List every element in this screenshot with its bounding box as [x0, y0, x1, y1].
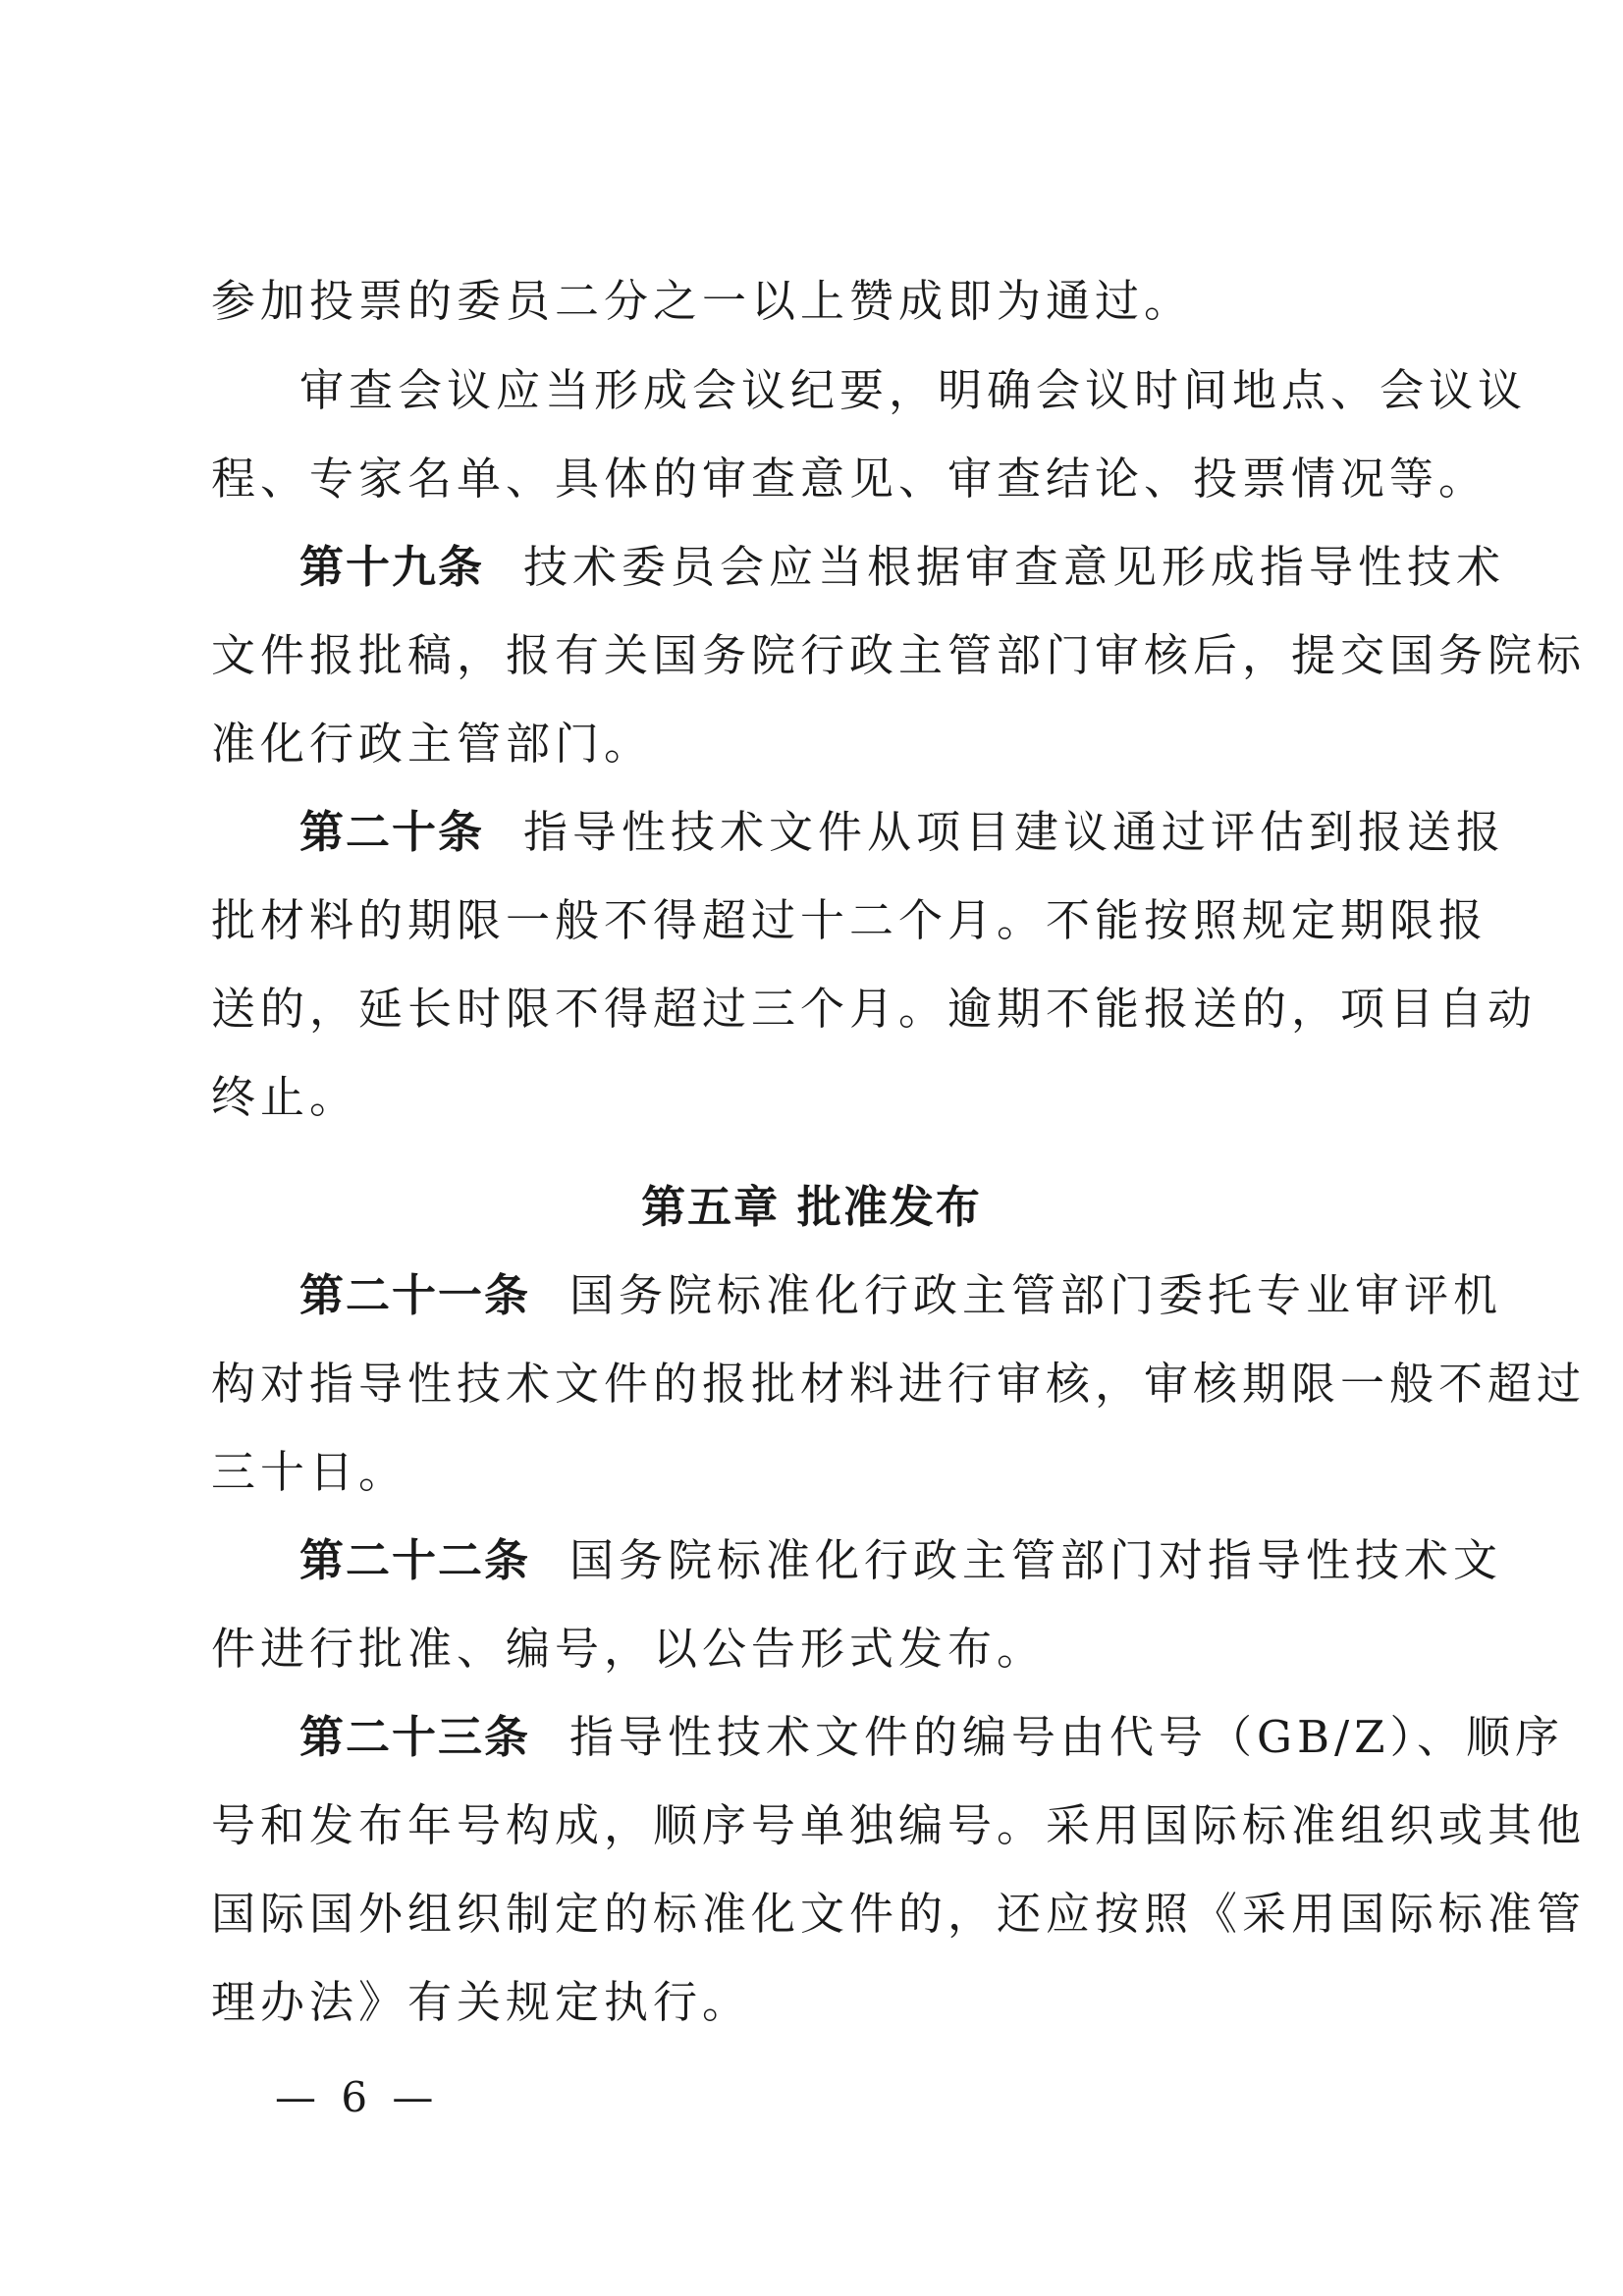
text-line: 文件报批稿，报有关国务院行政主管部门审核后，提交国务院标 [211, 629, 1587, 681]
text-line: 第二十条 指导性技术文件从项目建议通过评估到报送报 [299, 803, 1438, 862]
page-number: — 6 — [275, 2073, 440, 2121]
text-line: 准化行政主管部门。 [211, 718, 654, 770]
article-number: 第二十条 [299, 806, 485, 858]
text-line: 构对指导性技术文件的报批材料进行审核，审核期限一般不超过 [211, 1358, 1587, 1410]
text-line: 终止。 [211, 1071, 359, 1123]
text-line: 国际国外组织制定的标准化文件的，还应按照《采用国际标准管 [211, 1888, 1587, 1940]
text-line: 批材料的期限一般不得超过十二个月。不能按照规定期限报 [211, 894, 1488, 946]
text-line: 理办法》有关规定执行。 [211, 1976, 752, 2028]
text-line: 第二十二条 国务院标准化行政主管部门对指导性技术文 [299, 1531, 1438, 1590]
article-number: 第二十一条 [299, 1269, 531, 1321]
text-line: 件进行批准、编号，以公告形式发布。 [211, 1623, 1047, 1675]
text-line: 第二十三条 指导性技术文件的编号由代号（GB/Z）、顺序 [299, 1708, 1438, 1767]
text-line: 送的，延长时限不得超过三个月。逾期不能报送的，项目自动 [211, 983, 1538, 1035]
text-line: 第十九条 技术委员会应当根据审查意见形成指导性技术 [299, 538, 1438, 597]
article-number: 第二十二条 [299, 1534, 531, 1586]
paragraph-vote-pass: 参加投票的委员二分之一以上赞成即为通过。 [211, 275, 1194, 327]
text-line: 程、专家名单、具体的审查意见、审查结论、投票情况等。 [211, 453, 1488, 505]
text-line: 三十日。 [211, 1446, 408, 1498]
text-line: 第二十一条 国务院标准化行政主管部门委托专业审评机 [299, 1266, 1438, 1325]
text-line: 号和发布年号构成，顺序号单独编号。采用国际标准组织或其他 [211, 1799, 1587, 1851]
text-line: 审查会议应当形成会议纪要，明确会议时间地点、会议议 [299, 364, 1528, 416]
article-number: 第二十三条 [299, 1711, 531, 1763]
article-number: 第十九条 [299, 541, 485, 593]
chapter-heading: 第五章 批准发布 [641, 1181, 982, 1233]
